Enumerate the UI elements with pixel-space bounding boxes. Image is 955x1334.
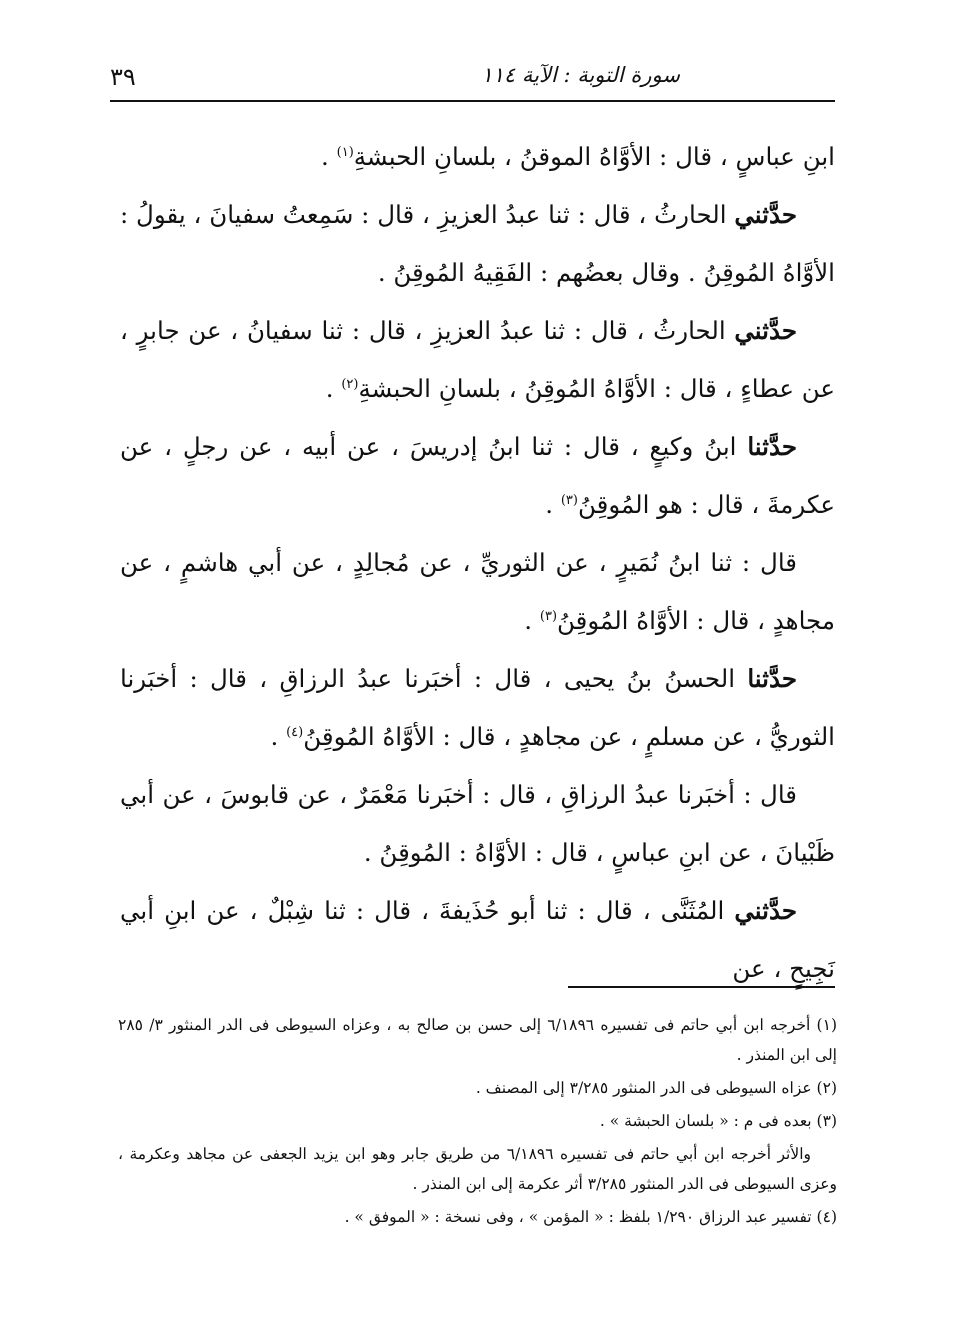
surah-heading: سورة التوبة : الآية ١١٤: [481, 63, 680, 87]
paragraph: حدَّثني الحارثُ ، قال : ثنا عبدُ العزيزِ ، قال : ثنا سفيانُ ، عن جابرٍ ، عن عطاءٍ ، قال : الأوَّاهُ المُوقِنُ ، بلسانِ الحبشةِ$^{(٢)}$ .: [120, 316, 835, 403]
footnote: (٣) بعده فى م : « بلسان الحبشة » .: [599, 1112, 837, 1130]
footnote-marker: (١): [336, 144, 354, 160]
page-number: ٣٩: [110, 63, 136, 91]
footnote: (٢) عزاه السيوطى فى الدر المنثور ٣/٢٨٥ إلى المصنف .: [475, 1079, 837, 1097]
narration-lead: حدَّثنا: [747, 432, 797, 461]
paragraph: حدَّثني الحارثُ ، قال : ثنا عبدُ العزيزِ ، قال : سَمِعتُ سفيانَ ، يقولُ : الأوَّاهُ المُوقِنُ . وقال بعضُهم : الفَقِيهُ المُوقِنُ .: [120, 200, 835, 287]
footnotes: [118, 1010, 837, 1235]
narration-lead: حدَّثني: [734, 200, 797, 229]
footnote-continuation: والأثر أخرجه ابن أبي حاتم فى تفسيره ٦/١٨٩٦ من طريق جابر وهو ابن يزيد الجعفى عن مجاهد وعكرمة ، وعزى السيوطى فى الدر المنثور ٣/٢٨٥ أثر عكرمة إلى ابن المنذر .: [118, 1145, 837, 1193]
paragraph: حدَّثنا الحسنُ بنُ يحيى ، قال : أخبَرنا عبدُ الرزاقِ ، قال : أخبَرنا الثوريُّ ، عن مسلمٍ ، عن مجاهدٍ ، قال : الأوَّاهُ المُوقِنُ$^{(٤)}$ .: [120, 664, 835, 751]
narration-lead: حدَّثنا: [747, 664, 797, 693]
paragraph: قال : ثنا ابنُ نُمَيرٍ ، عن الثوريِّ ، عن مُجالِدٍ ، عن أبي هاشمٍ ، عن مجاهدٍ ، قال : الأوَّاهُ المُوقِنُ$^{(٣)}$ .: [120, 548, 835, 635]
running-header: [110, 55, 830, 95]
narration-lead: حدَّثني: [734, 896, 797, 925]
paragraph: حدَّثني المُثَنَّى ، قال : ثنا أبو حُذَيفةَ ، قال : ثنا شِبْلٌ ، عن ابنِ أبي نَجِيحٍ ، عن: [120, 896, 835, 983]
footnote: (٤) تفسير عبد الرزاق ١/٢٩٠ بلفظ : « المؤمن » ، وفى نسخة : « الموفق » .: [344, 1208, 837, 1226]
footnote-marker: (٢): [341, 376, 359, 392]
header-rule: [110, 100, 835, 102]
main-text: [120, 128, 835, 998]
paragraph: قال : أخبَرنا عبدُ الرزاقِ ، قال : أخبَرنا مَعْمَرٌ ، عن قابوسَ ، عن أبي ظَبْيانَ ، عن ابنِ عباسٍ ، قال : الأوَّاهُ : المُوقِنُ .: [120, 780, 835, 867]
paragraph: حدَّثنا ابنُ وكيعٍ ، قال : ثنا ابنُ إدريسَ ، عن أبيه ، عن رجلٍ ، عن عكرمةَ ، قال : هو المُوقِنُ$^{(٣)}$ .: [120, 432, 835, 519]
footnote-marker: (٣): [539, 608, 558, 624]
footnote-separator: [568, 986, 835, 988]
narration-lead: حدَّثني: [734, 316, 797, 345]
footnote-marker: (٤): [286, 724, 304, 740]
paragraph: ابنِ عباسٍ ، قال : الأوَّاهُ الموقنُ ، بلسانِ الحبشةِ$^{(١)}$ .: [321, 142, 835, 171]
footnote: (١) أخرجه ابن أبي حاتم فى تفسيره ٦/١٨٩٦ إلى حسن بن صالح به ، وعزاه السيوطى فى الدر المنثور ٣/ ٢٨٥ إلى ابن المنذر .: [118, 1016, 837, 1064]
footnote-marker: (٣): [560, 492, 578, 508]
